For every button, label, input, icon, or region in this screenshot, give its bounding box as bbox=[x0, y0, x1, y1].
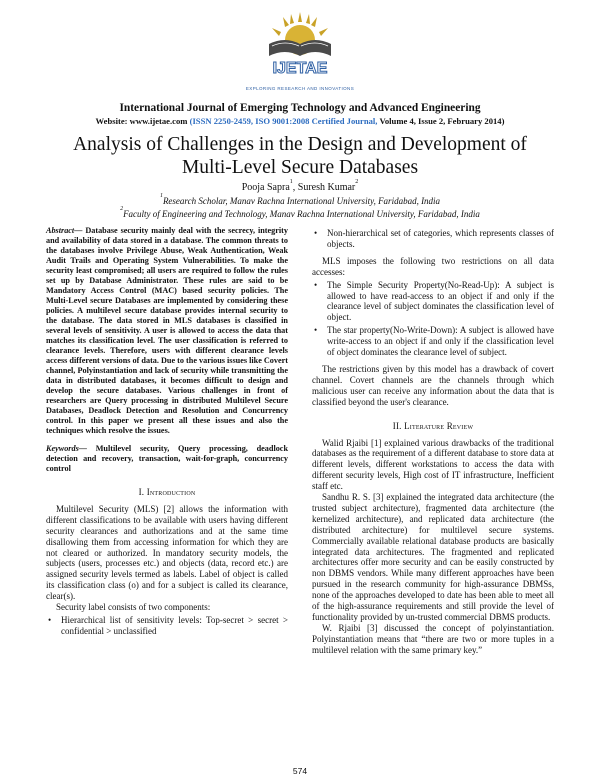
keywords-text: Multilevel security, Query processing, deadlock detection and recovery, transaction, wait-for-graph, concurrency control bbox=[46, 444, 288, 473]
abstract-text: Database security mainly deal with the secrecy, integrity and availability of data stored in a database. The common threats to the databases involve Privilege Abuse, Weak Authentication, Weak Audit Trails and Operating System Vulnerabilities. To make the security least compromised; all users are required to follow the rules set up by Database Administrator. These rules are said to be Mandatory Access Control (MAC) based security policies. The Multi-Level secure Databases are implemented by considering these policies. A multilevel secure database provides internal security to the database. The data stored in MLS databases is classified in several levels of sensitivity. A user is allowed to access the data that matches its classification level. The user classification is referred to clearance levels. Therefore, users with different clearance levels access different versions of data. Due to the various issues like Covert channel, Polyinstantiation and lack of security while transmitting the data in distributed databases, it becomes difficult to design and develop the secure databases. Various challenges in front of researchers are Query processing in distributed Multilevel Secure Databases, Deadlock Detection and Resolution and Concurrency control. In this paper we present all these issues and also the techniques which resolve the issues. bbox=[46, 226, 288, 435]
journal-emblem-icon bbox=[255, 10, 345, 76]
journal-issn: (ISSN 2250-2459, ISO 9001:2008 Certified Journal, bbox=[189, 116, 378, 126]
abstract-label: Abstract— bbox=[46, 226, 83, 235]
affiliation-1-text: Research Scholar, Manav Rachna International University, Faridabad, India bbox=[162, 196, 441, 206]
bullet-icon: • bbox=[314, 325, 318, 336]
author-1-mark: 1 bbox=[289, 179, 293, 185]
bullet-icon: • bbox=[48, 614, 52, 625]
mls-rules-list bbox=[312, 280, 554, 358]
keywords bbox=[46, 444, 288, 474]
section-heading-literature-review bbox=[312, 421, 554, 432]
journal-logo bbox=[0, 10, 600, 92]
author-2-mark: 2 bbox=[355, 179, 359, 185]
lit-number: II. bbox=[392, 420, 405, 431]
security-label-list-continued bbox=[312, 228, 554, 250]
list-item: • The Simple Security Property(No-Read-Up): A subject is allowed to have read-access to an object if and only if the clearance level of subject dominates the classification level of object. bbox=[314, 279, 554, 323]
lit-title: Literature Review bbox=[404, 420, 474, 431]
logo-wordmark: IJETAE bbox=[272, 60, 328, 76]
left-column bbox=[46, 226, 288, 637]
intro-paragraph-1: Multilevel Security (MLS) [2] allows the information with different classifications to be available with users having different security clearances and authorizations and at the same time disallowing them from accessing information for which they are not cleared or authorized. In mandatory security models, the subjects (users, processes etc.) and objects (data, record etc.) are assigned security levels termed as labels. Label of object is called its classification class (o) and for a subject is called its clearance, clear(s). bbox=[46, 503, 288, 602]
restrictions-paragraph: The restrictions given by this model has a drawback of covert channel. Covert channels are the channels through which malicious user can receive any information about the data that is classified beyond the user's clearance. bbox=[312, 363, 554, 407]
list-item: • Hierarchical list of sensitivity levels: Top-secret > secret > confidential > unclassified bbox=[48, 614, 288, 636]
paper-title bbox=[40, 133, 560, 179]
bullet-icon: • bbox=[314, 228, 318, 238]
affiliation-2 bbox=[0, 206, 600, 219]
affiliation-1 bbox=[0, 193, 600, 206]
right-column bbox=[312, 226, 554, 656]
intro-title: Introduction bbox=[146, 487, 196, 497]
paper-authors bbox=[0, 179, 600, 193]
paper-title-line-2: Multi-Level Secure Databases bbox=[181, 157, 419, 178]
author-1: Pooja Sapra bbox=[241, 182, 290, 193]
journal-volume: Volume 4, Issue 2, February 2014) bbox=[379, 116, 505, 126]
section-heading-introduction bbox=[46, 487, 288, 498]
paper-title-line-1: Analysis of Challenges in the Design and Development of bbox=[73, 134, 527, 155]
keywords-label: Keywords— bbox=[46, 444, 87, 453]
author-separator: , bbox=[292, 182, 298, 193]
journal-website-line bbox=[0, 116, 600, 126]
affiliation-2-mark: 2 bbox=[120, 206, 124, 212]
literature-paragraph-3: W. Rjaibi [3] discussed the concept of polyinstantiation. Polyinstantiation means that “there are two or more tuples in a multilevel relation with the same primary key.” bbox=[312, 622, 554, 655]
page-number: 574 bbox=[292, 766, 308, 776]
affiliation-1-mark: 1 bbox=[159, 193, 163, 199]
logo-tagline: EXPLORING RESEARCH AND INNOVATIONS bbox=[245, 86, 355, 91]
list-item: • Non-hierarchical set of categories, which represents classes of objects. bbox=[314, 228, 554, 249]
affiliation-2-text: Faculty of Engineering and Technology, Manav Rachna International University, Faridabad, India bbox=[123, 209, 480, 219]
intro-number: I. bbox=[138, 487, 147, 497]
journal-website: Website: www.ijetae.com bbox=[95, 116, 188, 126]
intro-paragraph-2: Security label consists of two components: bbox=[56, 602, 211, 613]
mls-restrictions-intro: MLS imposes the following two restrictions on all data accesses: bbox=[312, 255, 554, 277]
bullet-icon: • bbox=[314, 279, 318, 290]
literature-paragraph-2: Sandhu R. S. [3] explained the integrated data architecture (the trusted subject architecture), fragmented data architecture (the kernelized architecture), and replicated data architecture (the distributed architecture) for multilevel secure systems. Commercially available relational database products are basically integrated data architectures. The fragmented and replicated architectures offer more security and can be easily constructed by non DBMS vendors. While many different approaches have been pursued in the research community for high-assurance DBMSs, none of the approaches developed to date has been able to meet all of the high-assurance requirements and still provide the level of functionality provided by un-trusted commercial DBMS products. bbox=[312, 492, 554, 622]
journal-name: International Journal of Emerging Technology and Advanced Engineering bbox=[119, 102, 481, 114]
author-2: Suresh Kumar bbox=[297, 182, 356, 193]
security-label-list bbox=[46, 615, 288, 637]
abstract bbox=[46, 226, 288, 436]
literature-paragraph-1: Walid Rjaibi [1] explained various drawbacks of the traditional databases as the requirement of a different database to store data at different levels, different workstations to access the data with different security levels, High cost of IT infrastructure, Inefficient staff etc. bbox=[312, 437, 554, 492]
list-item: • The star property(No-Write-Down): A subject is allowed have write-access to an object if and only if the classification level of object dominates the clearance level of subject. bbox=[314, 325, 554, 358]
